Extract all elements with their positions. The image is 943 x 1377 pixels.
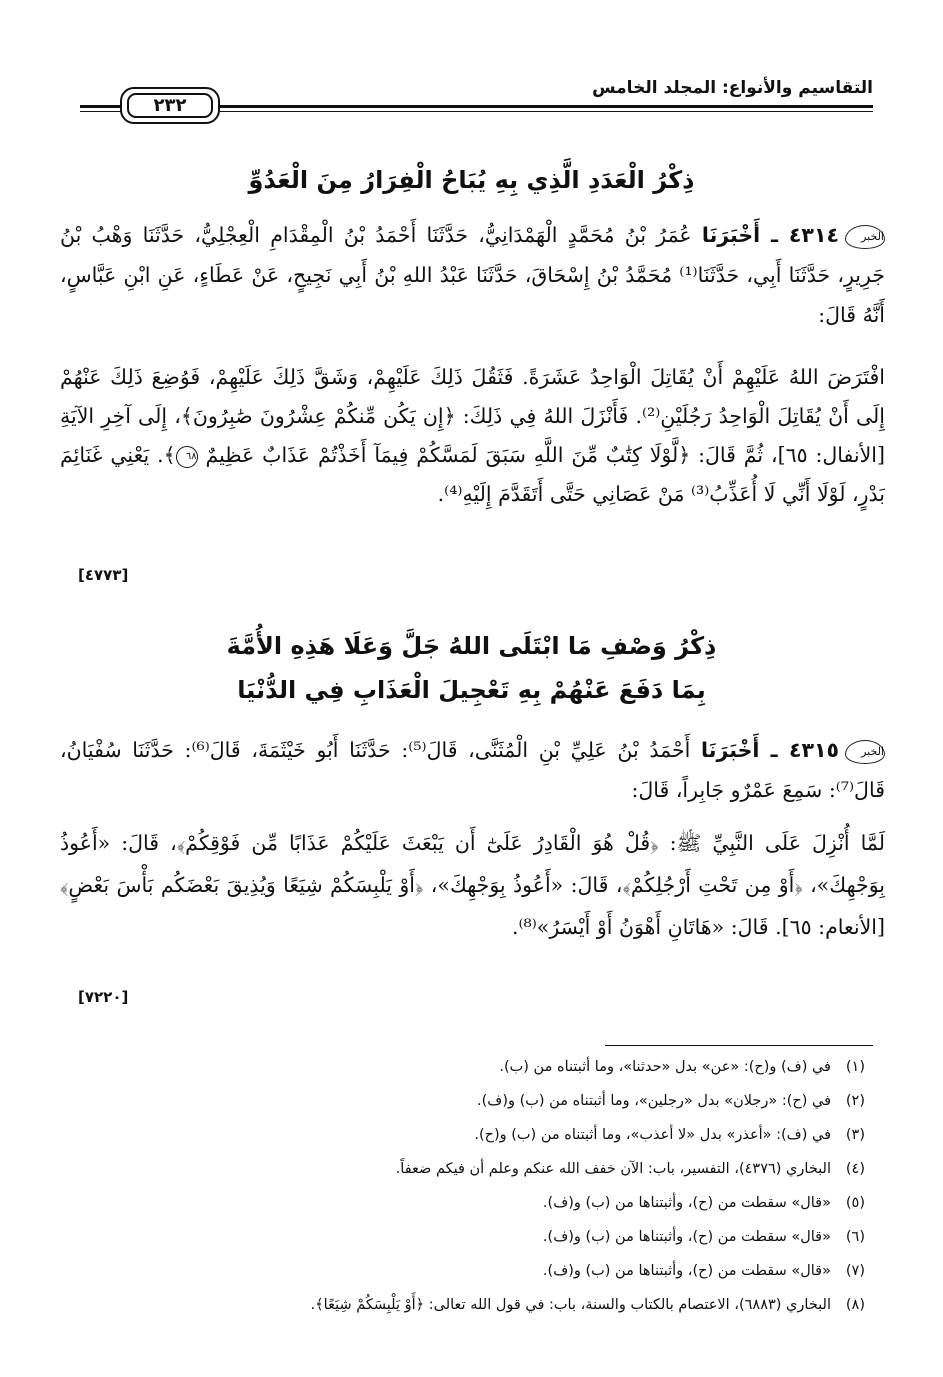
- hadith-4315-matn: [60, 822, 885, 948]
- footnote-item: [65, 1118, 865, 1152]
- section-heading-1: ذِكْرُ الْعَدَدِ الَّذِي بِهِ يُبَاحُ الْفِرَارُ مِنَ الْعَدُوِّ: [248, 166, 695, 194]
- footnote-number: (٥): [845, 1195, 865, 1211]
- hadith-number: ٤٣١٤ ـ أَخْبَرَنَا: [701, 223, 839, 247]
- footnote-number: (٧): [845, 1263, 865, 1279]
- section-heading-2a: ذِكْرُ وَصْفِ مَا ابْتَلَى اللهُ جَلَّ وَعَلَا هَذِهِ الأُمَّةَ: [226, 632, 717, 660]
- footnote-item: [65, 1254, 865, 1288]
- cross-reference: [٧٢٢٠]: [78, 988, 129, 1006]
- hadith-number: ٤٣١٥ ـ أَخْبَرَنَا: [701, 738, 839, 762]
- footnote-text: البخاري (٦٨٨٣)، الاعتصام بالكتاب والسنة، باب: في قول الله تعالى: ﴿أَوْ يَلْبِسَكُمْ شِيَعًا﴾.: [310, 1297, 831, 1313]
- cross-reference: [٤٧٧٣]: [78, 566, 129, 584]
- footnote-item: [65, 1186, 865, 1220]
- isnad-text: عُمَرُ بْنُ مُحَمَّدٍ الْهَمْدَانِيُّ، حَدَّثَنَا أَحْمَدُ بْنُ الْمِقْدَامِ الْعِجْلِيُّ، حَدَّثَنَا وَهْبُ بْنُ جَرِيرٍ، حَدَّثَنَا أَبِي، حَدَّثَنَا⁽¹⁾ مُحَمَّدُ بْنُ إِسْحَاقَ، حَدَّثَنَا عَبْدُ اللهِ بْنُ أَبِي نَجِيحٍ، عَنْ عَطَاءٍ، عَنِ ابْنِ عَبَّاسٍ، أَنَّهُ قَالَ:: [60, 223, 885, 327]
- hadith-4315-isnad: [60, 730, 885, 810]
- footnote-separator: [605, 1045, 873, 1046]
- page-number: ٢٣٢: [127, 93, 213, 118]
- running-title: التقاسيم والأنواع: المجلد الخامس: [592, 78, 873, 98]
- footnote-number: (٢): [845, 1093, 865, 1109]
- footnote-text: «قال» سقطت من (ح)، وأثبتناها من (ب) و(ف).: [542, 1229, 831, 1245]
- footnote-text: «قال» سقطت من (ح)، وأثبتناها من (ب) و(ف).: [542, 1195, 831, 1211]
- hadith-4314-isnad: [60, 215, 885, 335]
- footnote-number: (١): [845, 1059, 865, 1075]
- matn-end-text: ﴾. يَعْنِي غَنَائِمَ بَدْرٍ، لَوْلَا أَنِّي لَا أُعَذِّبُ⁽³⁾ مَنْ عَصَانِي حَتَّى أَتَقَدَّمَ إِلَيْهِ⁽⁴⁾.: [60, 443, 885, 506]
- footnote-text: في (ف) و(ح): «عن» بدل «حدثنا»، وما أثبتناه من (ب).: [499, 1059, 831, 1075]
- footnote-number: (٤): [845, 1161, 865, 1177]
- footnote-text: في (ح): «رجلان» بدل «رجلين»، وما أثبتناه من (ب) و(ف).: [477, 1093, 831, 1109]
- hadith-4314-matn: [60, 358, 885, 514]
- footnote-text: «قال» سقطت من (ح)، وأثبتناها من (ب) و(ف).: [542, 1263, 831, 1279]
- footnote-item: [65, 1220, 865, 1254]
- footnote-text: في (ف): «أعذر» بدل «لا أعذب»، وما أثبتناه من (ب) و(ح).: [474, 1127, 831, 1143]
- footnote-number: (٨): [845, 1297, 865, 1313]
- footnote-item: [65, 1050, 865, 1084]
- footnote-item: [65, 1152, 865, 1186]
- hadith-badge-icon: الخبر: [845, 225, 885, 249]
- isnad-text: أَحْمَدُ بْنُ عَلِيِّ بْنِ الْمُثَنَّى، قَالَ⁽⁵⁾: حَدَّثَنَا أَبُو خَيْثَمَةَ، قَالَ⁽⁶⁾: حَدَّثَنَا سُفْيَانُ، قَالَ⁽⁷⁾: سَمِعَ عَمْرٌو جَابِراً، قَالَ:: [60, 738, 885, 802]
- footnote-text: البخاري (٤٣٧٦)، التفسير، باب: الآن خفف الله عنكم وعلم أن فيكم ضعفاً.: [395, 1161, 831, 1177]
- page-number-frame: [120, 87, 220, 124]
- footnote-item: [65, 1288, 865, 1322]
- footnote-item: [65, 1084, 865, 1118]
- matn-text: افْتَرَضَ اللهُ عَلَيْهِمْ أَنْ يُقَاتِلَ الْوَاحِدُ عَشَرَةً. فَثَقُلَ ذَلِكَ عَلَيْهِمْ، وَشَقَّ ذَلِكَ عَلَيْهِمْ، فَوُضِعَ ذَلِكَ عَنْهُمْ إِلَى أَنْ يُقَاتِلَ الْوَاحِدُ رَجُلَيْنِ⁽²⁾. فَأَنْزَلَ اللهُ فِي ذَلِكَ: ﴿إِن يَكُن مِّنكُمْ عِشْرُونَ صَٰبِرُونَ﴾، إِلَى آخِرِ الآيَةِ [الأنفال: ٦٥]، ثُمَّ قَالَ: ﴿لَّوْلَا كِتَٰبٌ مِّنَ اللَّهِ سَبَقَ لَمَسَّكُمْ فِيمَآ أَخَذْتُمْ عَذَابٌ عَظِيمٌ: [60, 365, 885, 467]
- hadith-badge-icon: الخبر: [845, 740, 885, 764]
- section-heading-2b: بِمَا دَفَعَ عَنْهُمْ بِهِ تَعْجِيلَ الْعَذَابِ فِي الدُّنْيَا: [237, 676, 706, 704]
- footnote-number: (٦): [845, 1229, 865, 1245]
- footnote-number: (٣): [845, 1127, 865, 1143]
- ayah-number-icon: ٦٨: [176, 446, 198, 468]
- footnotes-list: [65, 1050, 865, 1322]
- matn-text: لَمَّا أُنْزِلَ عَلَى النَّبِيِّ ﷺ: ﴿قُلْ هُوَ الْقَادِرُ عَلَىٰٓ أَن يَبْعَثَ عَلَيْكُمْ عَذَابًا مِّن فَوْقِكُمْ﴾، قَالَ: «أَعُوذُ بِوَجْهِكَ»، ﴿أَوْ مِن تَحْتِ أَرْجُلِكُمْ﴾، قَالَ: «أَعُوذُ بِوَجْهِكَ»، ﴿أَوْ يَلْبِسَكُمْ شِيَعًا وَيُذِيقَ بَعْضَكُم بَأْسَ بَعْضٍ﴾ [الأنعام: ٦٥]. قَالَ: «هَاتَانِ أَهْوَنُ أَوْ أَيْسَرُ»⁽⁸⁾.: [60, 831, 885, 939]
